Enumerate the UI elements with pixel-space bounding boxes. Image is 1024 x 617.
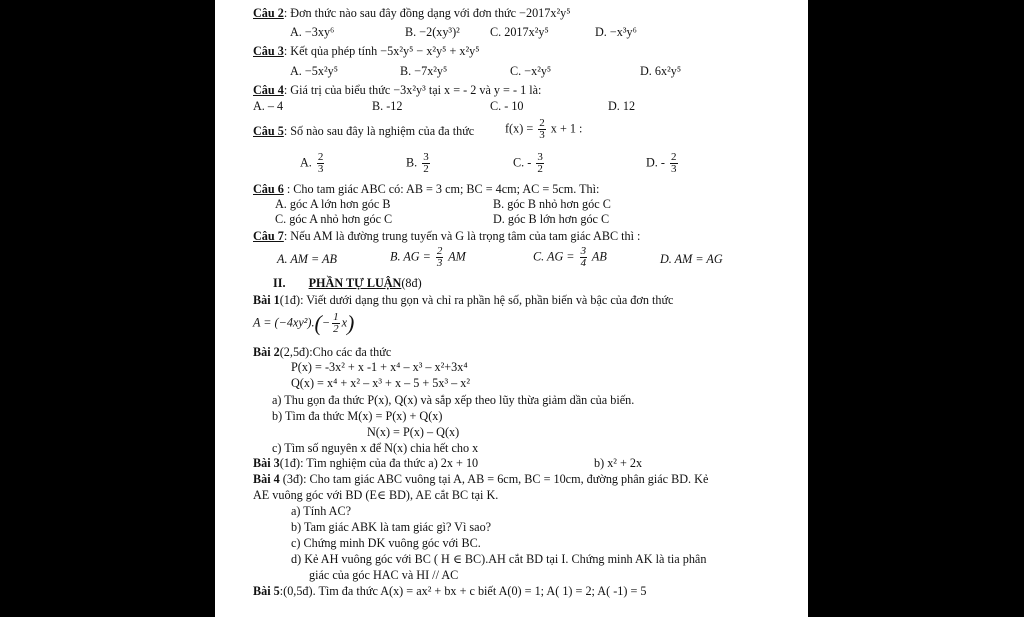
q3-text: : Kết qủa phép tính −5x²y⁵ − x²y⁵ + x²y⁵ bbox=[283, 44, 480, 58]
b2-stem bbox=[253, 345, 391, 359]
b4-part-c: c) Chứng minh DK vuông góc với BC. bbox=[291, 536, 481, 550]
b4-part-a: a) Tính AC? bbox=[291, 504, 352, 518]
q4-option-d: D. 12 bbox=[608, 99, 636, 113]
q3-label: Câu 3 bbox=[253, 44, 284, 58]
q7-option-d: D. AM = AG bbox=[660, 252, 723, 266]
b1-points: (1đ) bbox=[279, 293, 301, 307]
b4-part-d-line1: d) Kẻ AH vuông góc với BC ( H ∈ BC).AH cắt BD tại I. Chứng minh AK là tia phân bbox=[291, 552, 707, 566]
q6-option-a: A. góc A lớn hơn góc B bbox=[275, 197, 391, 211]
b1-label: Bài 1 bbox=[253, 293, 280, 307]
b2-text: Cho các đa thức bbox=[312, 345, 392, 359]
b3-text: : Tìm nghiệm của đa thức a) 2x + 10 bbox=[300, 456, 479, 470]
q5-option-d: D. - $\frac{2}{3}$ bbox=[646, 151, 677, 175]
b2-label: Bài 2 bbox=[253, 345, 280, 359]
q7-text: : Nếu AM là đường trung tuyến và G là trọng tâm của tam giác ABC thì : bbox=[283, 229, 641, 243]
b2-part-a: a) Thu gọn đa thức P(x), Q(x) và sắp xếp theo lũy thừa giảm dần của biến. bbox=[272, 393, 635, 407]
b1-stem bbox=[253, 293, 673, 307]
b4-points: (3đ) bbox=[279, 472, 304, 486]
q2-option-b: B. −2(xy³)² bbox=[405, 25, 460, 39]
q5-option-b: B. $\frac{3}{2}$ bbox=[406, 151, 429, 175]
q5-stem: Câu 5: Số nào sau đây là nghiệm của đa thức bbox=[253, 124, 475, 138]
b5-stem bbox=[253, 584, 647, 598]
q7-option-c: C. AG = $\frac{3}{4}$ AB bbox=[533, 245, 607, 269]
q5-formula bbox=[505, 118, 582, 141]
part2-title: PHẦN TỰ LUẬN bbox=[308, 276, 402, 290]
q5-option-a: A. $\frac{2}{3}$ bbox=[300, 151, 324, 175]
q6-text: : Cho tam giác ABC có: AB = 3 cm; BC = 4cm; AC = 5cm. Thì: bbox=[283, 182, 600, 196]
b3-label: Bài 3 bbox=[253, 456, 280, 470]
q7-option-a: A. AM = AB bbox=[277, 252, 337, 266]
b2-poly-q: Q(x) = x⁴ + x² – x³ + x – 5 + 5x³ – x² bbox=[291, 376, 471, 390]
q2-option-a: A. −3xy⁶ bbox=[290, 25, 335, 39]
b4-part-d-line2: giác của góc HAC và HI // AC bbox=[309, 568, 459, 582]
b1-formula: A = (−4xy²).(− $\frac{1}{2}$ x) bbox=[253, 310, 355, 336]
q2-option-d: D. −x³y⁶ bbox=[595, 25, 637, 39]
part2-roman: II. bbox=[273, 276, 286, 290]
q3-option-b: B. −7x²y⁵ bbox=[400, 64, 448, 78]
part2-points: (8đ) bbox=[401, 276, 422, 290]
q4-option-b: B. -12 bbox=[372, 99, 403, 113]
q6-stem bbox=[253, 182, 599, 196]
b4-part-b: b) Tam giác ABK là tam giác gì? Vì sao? bbox=[291, 520, 492, 534]
b2-points: (2,5đ): bbox=[279, 345, 313, 359]
b5-text: :(0,5đ). Tìm đa thức A(x) = ax² + bx + c biết A(0) = 1; A( 1) = 2; A( -1) = 5 bbox=[279, 584, 647, 598]
q5-label: Câu 5 bbox=[253, 124, 284, 138]
q5-option-c: C. - $\frac{3}{2}$ bbox=[513, 151, 543, 175]
q6-option-b: B. góc B nhỏ hơn góc C bbox=[493, 197, 611, 211]
b3-points: (1đ) bbox=[279, 456, 301, 470]
b2-part-c: c) Tìm số nguyên x để N(x) chia hết cho x bbox=[272, 441, 479, 455]
q7-option-b: B. AG = $\frac{2}{3}$ AM bbox=[390, 245, 466, 269]
q5-fraction: $\frac{2}{3}$ bbox=[539, 117, 545, 141]
q3-option-d: D. 6x²y⁵ bbox=[640, 64, 682, 78]
q3-option-c: C. −x²y⁵ bbox=[510, 64, 552, 78]
q4-option-c: C. - 10 bbox=[490, 99, 524, 113]
b3-part-b: b) x² + 2x bbox=[594, 456, 643, 470]
q4-label: Câu 4 bbox=[253, 83, 284, 97]
b5-label: Bài 5 bbox=[253, 584, 280, 598]
q2-option-c: C. 2017x²y⁵ bbox=[490, 25, 549, 39]
b4-label: Bài 4 bbox=[253, 472, 280, 486]
q2-label: Câu 2 bbox=[253, 6, 284, 20]
q5-fx-suffix: x + 1 : bbox=[550, 121, 583, 136]
q7-stem bbox=[253, 229, 640, 243]
b4-stem-line2: AE vuông góc với BD (E∈ BD), AE cắt BC tại K. bbox=[253, 488, 499, 502]
q6-option-d: D. góc B lớn hơn góc C bbox=[493, 212, 610, 226]
b4-stem-line1 bbox=[253, 472, 708, 486]
b2-part-b: b) Tìm đa thức M(x) = P(x) + Q(x) bbox=[272, 409, 443, 423]
q4-text: : Giá trị của biểu thức −3x²y³ tại x = - 2 và y = - 1 là: bbox=[283, 83, 542, 97]
b4-text1: : Cho tam giác ABC vuông tại A, AB = 6cm, BC = 10cm, đường phân giác BD. Kẻ bbox=[303, 472, 709, 486]
q3-option-a: A. −5x²y⁵ bbox=[290, 64, 338, 78]
q6-option-c: C. góc A nhỏ hơn góc C bbox=[275, 212, 393, 226]
exam-page bbox=[215, 0, 808, 617]
b2-poly-p: P(x) = -3x² + x -1 + x⁴ – x³ – x²+3x⁴ bbox=[291, 360, 468, 374]
q5-fx-prefix: f(x) = bbox=[505, 121, 534, 136]
q3-stem bbox=[253, 44, 479, 58]
q2-stem bbox=[253, 6, 570, 20]
q7-label: Câu 7 bbox=[253, 229, 284, 243]
b3-stem bbox=[253, 456, 478, 470]
part2-heading bbox=[273, 276, 422, 290]
b1-text: : Viết dưới dạng thu gọn và chỉ ra phần hệ số, phần biến và bậc của đơn thức bbox=[300, 293, 674, 307]
q4-option-a: A. – 4 bbox=[253, 99, 284, 113]
q6-label: Câu 6 bbox=[253, 182, 284, 196]
q2-text: : Đơn thức nào sau đây đồng dạng với đơn thức −2017x²y⁵ bbox=[283, 6, 571, 20]
q4-stem bbox=[253, 83, 541, 97]
b2-poly-n: N(x) = P(x) – Q(x) bbox=[367, 425, 460, 439]
